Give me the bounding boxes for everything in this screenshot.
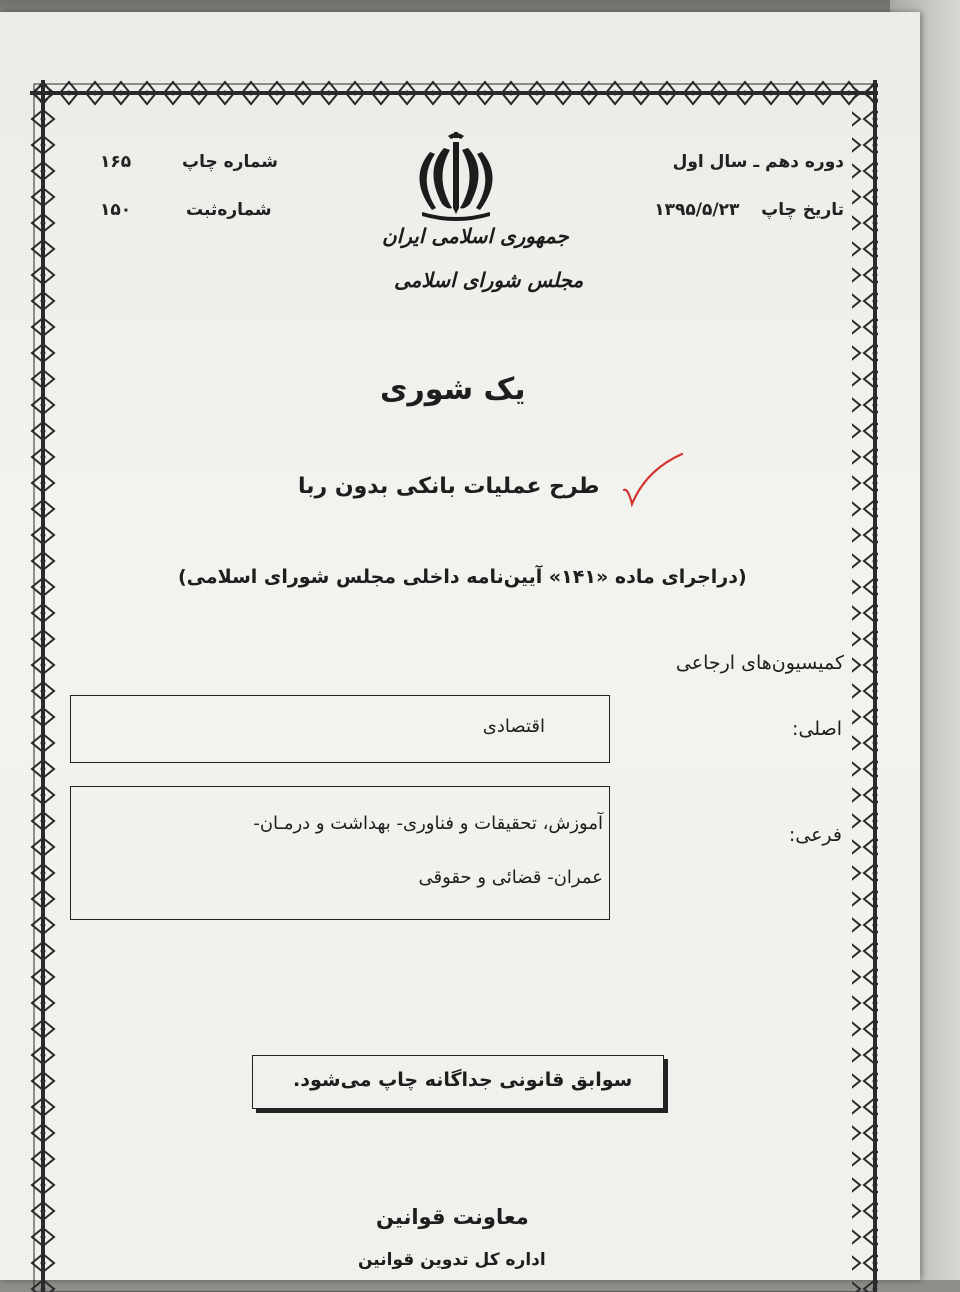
registration-number-label: شماره‌ثبت [186,200,272,220]
regulation-reference: (دراجرای ماده «۱۴۱» آیین‌نامه داخلی مجلس شورای اسلامی) [178,566,747,588]
print-number-value: ۱۶۵ [100,152,132,172]
document-page [0,12,920,1280]
primary-commission-box [70,695,610,763]
office-name: معاونت قوانین [376,1205,529,1229]
print-date-row [654,200,844,220]
legal-history-note: سوابق قانونی جداگانه چاپ می‌شود. [293,1069,633,1091]
secondary-commission-line-1: آموزش، تحقیقات و فناوری- بهداشت و درمـان- [253,813,603,834]
registration-number-value: ۱۵۰ [100,200,132,220]
reading-title: یک شوری [380,372,526,407]
bill-title: طرح عملیات بانکی بدون ربا [298,474,600,499]
primary-commission-value: اقتصادی [482,716,545,737]
primary-commission-label: اصلی: [792,718,842,740]
ornamental-border [30,80,878,1292]
seal-parliament-text: مجلس شورای اسلامی [394,268,584,292]
print-number-label: شماره چاپ [182,152,278,172]
commissions-heading: کمیسیون‌های ارجاعی [675,652,844,674]
secondary-commission-line-2: عمران- قضائی و حقوقی [418,867,603,888]
legal-history-note-box [252,1055,664,1109]
seal-republic-text: جمهوری اسلامی ایران [382,224,569,248]
print-date-label: تاریخ چاپ [761,200,844,220]
period-label: دوره دهم ـ سال اول [672,152,844,172]
secondary-commission-box [70,786,610,920]
iran-emblem-icon [408,128,504,224]
red-check-mark-icon [622,448,684,510]
print-date-value: ۱۳۹۵/۵/۲۳ [654,200,740,220]
department-name: اداره کل تدوین قوانین [358,1250,546,1270]
secondary-commission-label: فرعی: [788,824,842,846]
